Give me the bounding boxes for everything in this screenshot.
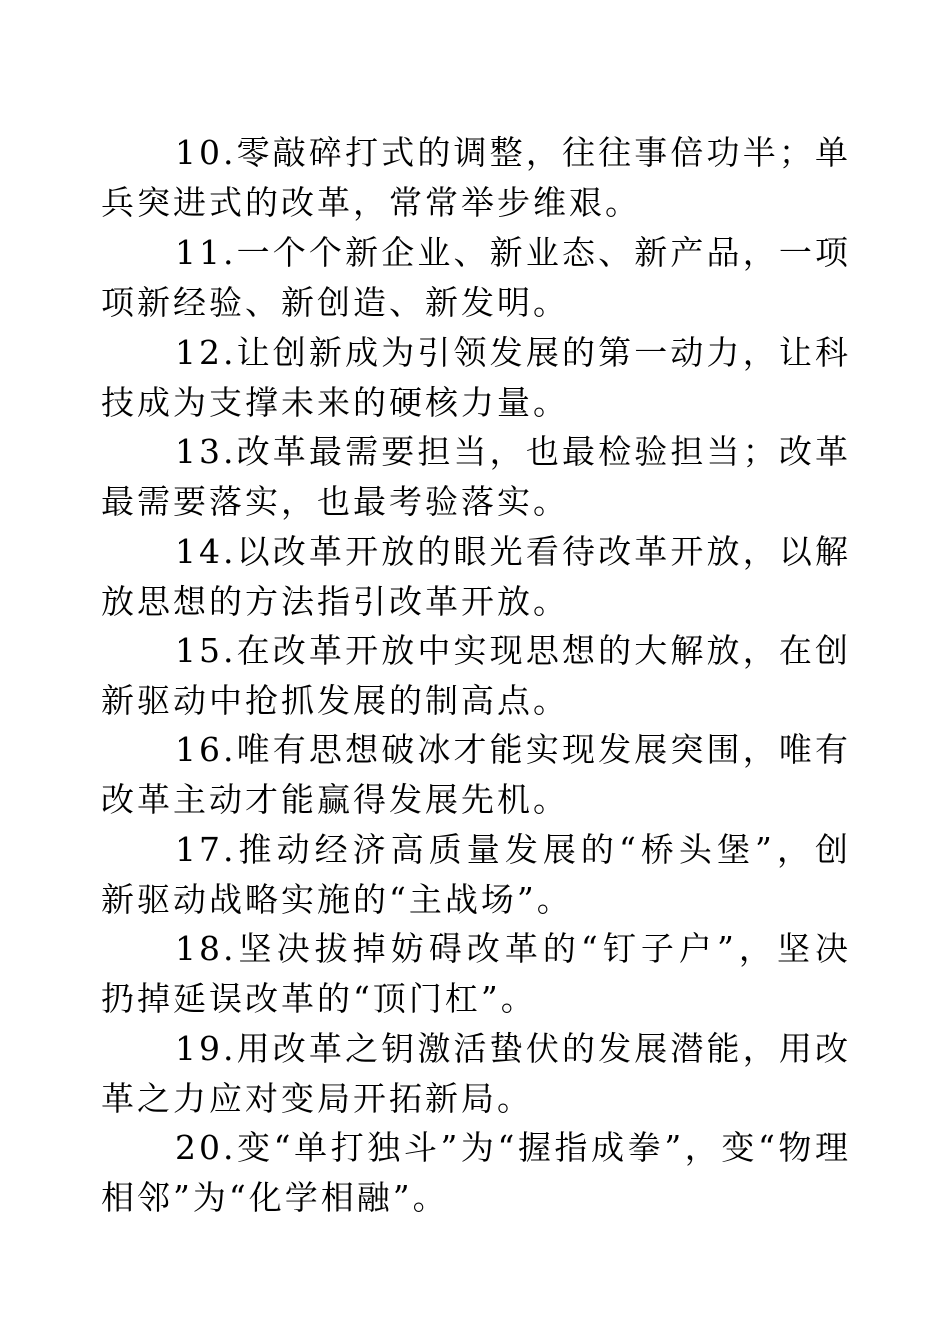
- paragraph-11: 11.一个个新企业、新业态、新产品，一项项新经验、新创造、新发明。: [101, 233, 851, 322]
- paragraph-10: 10.零敲碎打式的调整，往往事倍功半；单兵突进式的改革，常常举步维艰。: [101, 133, 851, 222]
- paragraph-16: 16.唯有思想破冰才能实现发展突围，唯有改革主动才能赢得发展先机。: [101, 730, 851, 819]
- paragraph-14: 14.以改革开放的眼光看待改革开放，以解放思想的方法指引改革开放。: [101, 532, 851, 621]
- paragraph-15: 15.在改革开放中实现思想的大解放，在创新驱动中抢抓发展的制高点。: [101, 631, 851, 720]
- paragraph-13: 13.改革最需要担当，也最检验担当；改革最需要落实，也最考验落实。: [101, 432, 851, 521]
- paragraph-18: 18.坚决拔掉妨碍改革的“钉子户”，坚决扔掉延误改革的“顶门杠”。: [101, 929, 851, 1018]
- paragraph-12: 12.让创新成为引领发展的第一动力，让科技成为支撑未来的硬核力量。: [101, 333, 851, 422]
- paragraph-17: 17.推动经济高质量发展的“桥头堡”，创新驱动战略实施的“主战场”。: [101, 830, 851, 919]
- paragraph-19: 19.用改革之钥激活蛰伏的发展潜能，用改革之力应对变局开拓新局。: [101, 1029, 851, 1118]
- paragraph-20: 20.变“单打独斗”为“握指成拳”，变“物理相邻”为“化学相融”。: [101, 1128, 851, 1217]
